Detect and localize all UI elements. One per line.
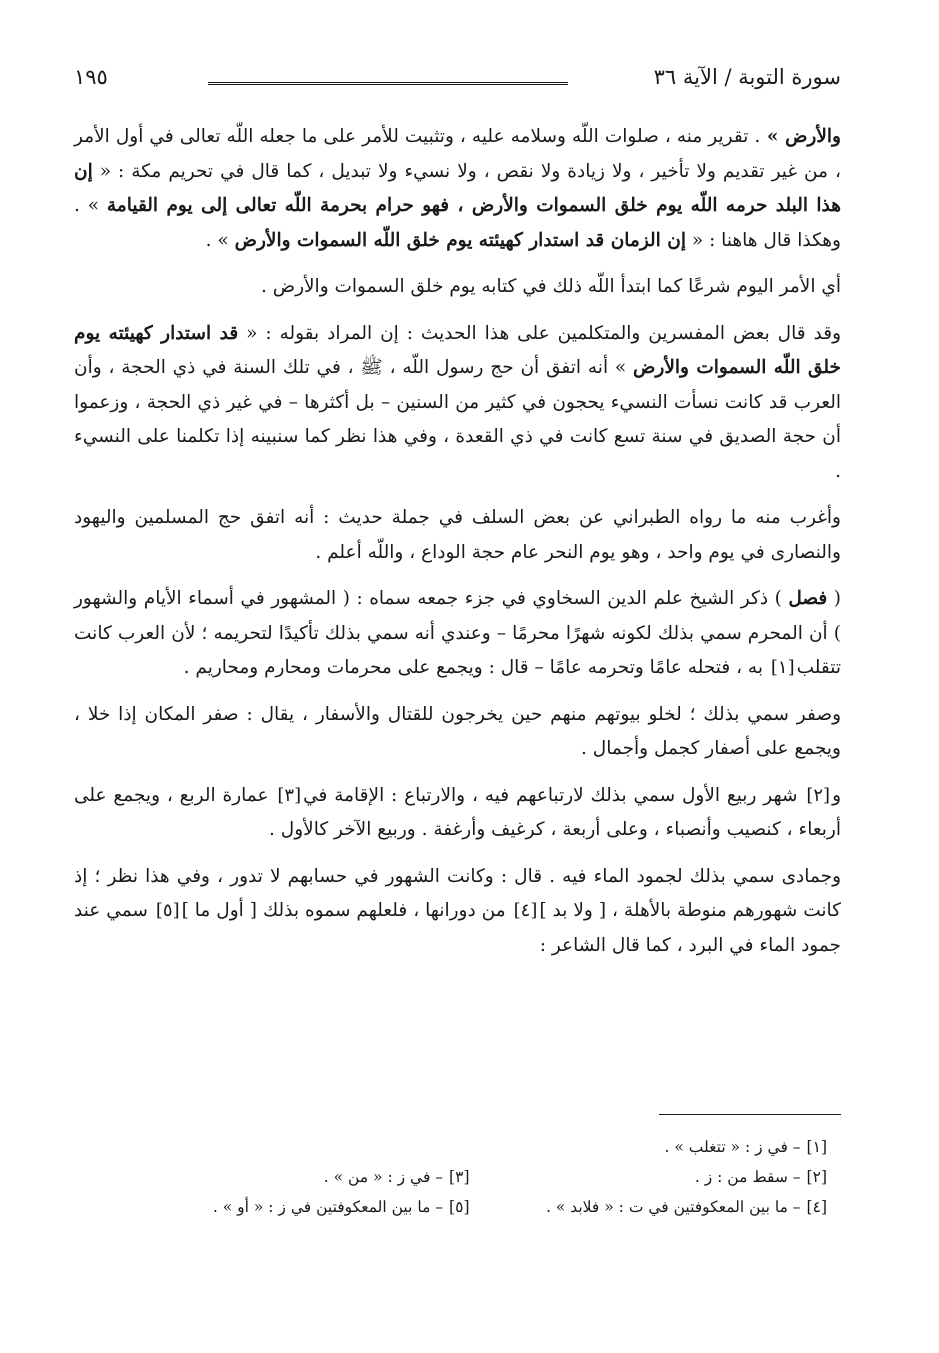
footnote: [112, 1192, 470, 1222]
page-number: ١٩٥: [74, 65, 108, 89]
paragraph: [74, 582, 841, 686]
footnote-text: – ما بين المعكوفتين في ز : « أو » .: [212, 1198, 444, 1216]
bold-quote: إن هذا البلد حرمه اللّه يوم خلق السموات والأرض ، فهو حرام بحرمة اللّه تعالى إلى يوم القيامة: [74, 160, 841, 216]
footnote-text: – سقط من : ز .: [694, 1168, 801, 1186]
footnotes: [112, 1132, 827, 1222]
text-run: سمي عند جمود الماء في البرد ، كما قال الشاعر :: [74, 900, 841, 956]
page-body: [74, 120, 841, 975]
running-title: سورة التوبة / الآية ٣٦: [653, 65, 841, 89]
footnote-text: – في ز : « من » .: [323, 1168, 444, 1186]
footnote-row: [112, 1192, 827, 1222]
text-run: ) ذكر الشيخ علم الدين السخاوي في جزء جمعه سماه : ( المشهور في أسماء الأيام والشهور ) أن المحرم سمي بذلك لكونه شهرًا محرمًا – وعندي أنه سمي بذلك تأكيدًا لتحريمه ؛ لأن العرب كانت تتقلب: [74, 588, 841, 678]
bold-quote: قد استدار كهيئته يوم خلق اللّه السموات والأرض: [74, 322, 841, 378]
text-run: به ، فتحله عامًا وتحرمه عامًا – قال : ويجمع على محرمات ومحارم ومحاريم .: [183, 657, 769, 678]
text-run: » أنه اتفق أن حج رسول اللّه ، ﷺ ، في تلك السنة في ذي الحجة ، وأن العرب قد كانت نسأت النسيء يحجون في كثير من السنين – بل أكثرها – في غير ذي الحجة ، وزعموا أن حجة الصديق في سنة تسع كانت في ذي القعدة ، وفي هذا نظر كما سنبينه إذا تكلمنا على النسيء .: [74, 357, 841, 482]
text-run: أي الأمر اليوم شرعًا كما ابتدأ اللّه ذلك في كتابه يوم خلق السموات والأرض .: [260, 276, 841, 297]
bold-quote: والأرض »: [760, 126, 841, 147]
paragraph: [74, 860, 841, 964]
text-run: من دورانها ، فلعلهم سموه بذلك [ أول ما ]: [181, 900, 512, 921]
paragraph: [74, 779, 841, 848]
text-run: عمارة الربع ، ويجمع على أربعاء ، كنصيب وأنصباء ، وعلى أربعة ، كرغيف وأرغفة . وربيع الآخر كالأول .: [74, 784, 841, 840]
header-rule: [208, 82, 568, 85]
paragraph: [74, 270, 841, 305]
footnote-row: [112, 1132, 827, 1162]
text-run: » . وهكذا قال هاهنا : «: [74, 195, 841, 251]
footnote-rule: [659, 1114, 841, 1115]
text-run: » .: [205, 229, 235, 251]
paragraph: [74, 120, 841, 258]
footnote-key: [٢]: [806, 1168, 827, 1186]
bold-quote: فصل: [788, 588, 828, 609]
footnote: [470, 1162, 828, 1192]
text-run: وأغرب منه ما رواه الطبراني عن بعض السلف في جملة حديث : أنه اتفق حج المسلمين واليهود والنصارى في يوم واحد ، وهو يوم النحر عام حجة الوداع ، واللّه أعلم .: [74, 507, 841, 563]
bold-quote: إن الزمان قد استدار كهيئته يوم خلق اللّه السموات والأرض: [234, 229, 686, 251]
footnote: [112, 1132, 827, 1162]
footnote: [470, 1192, 828, 1222]
footnote-key: [٣]: [449, 1168, 470, 1186]
footnote-key: [١]: [806, 1138, 827, 1156]
footnote-ref: [٢]: [806, 784, 831, 806]
text-run: وقد قال بعض المفسرين والمتكلمين على هذا الحديث : إن المراد بقوله : «: [238, 322, 841, 344]
paragraph: [74, 698, 841, 767]
paragraph: [74, 317, 841, 490]
text-run: وجمادى سمي بذلك لجمود الماء فيه . قال : وكانت الشهور في حسابهم لا تدور ، وفي هذا نظر ؛ إذ كانت شهورهم منوطة بالأهلة ، [ ولا بد ]: [74, 865, 841, 921]
paragraph: [74, 501, 841, 570]
text-run: (: [827, 588, 841, 609]
footnote-text: – ما بين المعكوفتين في ت : « فلابد » .: [545, 1198, 801, 1216]
footnote-key: [٥]: [449, 1198, 470, 1216]
footnote-ref: [٤]: [513, 900, 538, 921]
page-header: [74, 62, 841, 96]
text-run: وصفر سمي بذلك ؛ لخلو بيوتهم منهم حين يخرجون للقتال والأسفار ، يقال : صفر المكان إذا خلا ، ويجمع على أصفار كجمل وأجمال .: [74, 703, 841, 759]
footnote-ref: [١]: [770, 657, 795, 678]
footnote-ref: [٣]: [277, 784, 302, 806]
footnote-text: – في ز : « تتغلب » .: [664, 1138, 801, 1156]
footnote: [112, 1162, 470, 1192]
text-run: و: [832, 784, 842, 806]
footnote-ref: [٥]: [155, 900, 180, 921]
footnote-key: [٤]: [806, 1198, 827, 1216]
footnote-row: [112, 1162, 827, 1192]
text-run: شهر ربيع الأول سمي بذلك لارتباعهم فيه ، والارتباع : الإقامة في: [303, 784, 805, 806]
text-run: . تقرير منه ، صلوات اللّه وسلامه عليه ، وتثبيت للأمر على ما جعله اللّه تعالى في أول الأمر ، من غير تقديم ولا تأخير ، ولا زيادة ولا نقص ، ولا نسيء ولا تبديل ، كما قال في تحريم مكة : «: [74, 126, 841, 182]
